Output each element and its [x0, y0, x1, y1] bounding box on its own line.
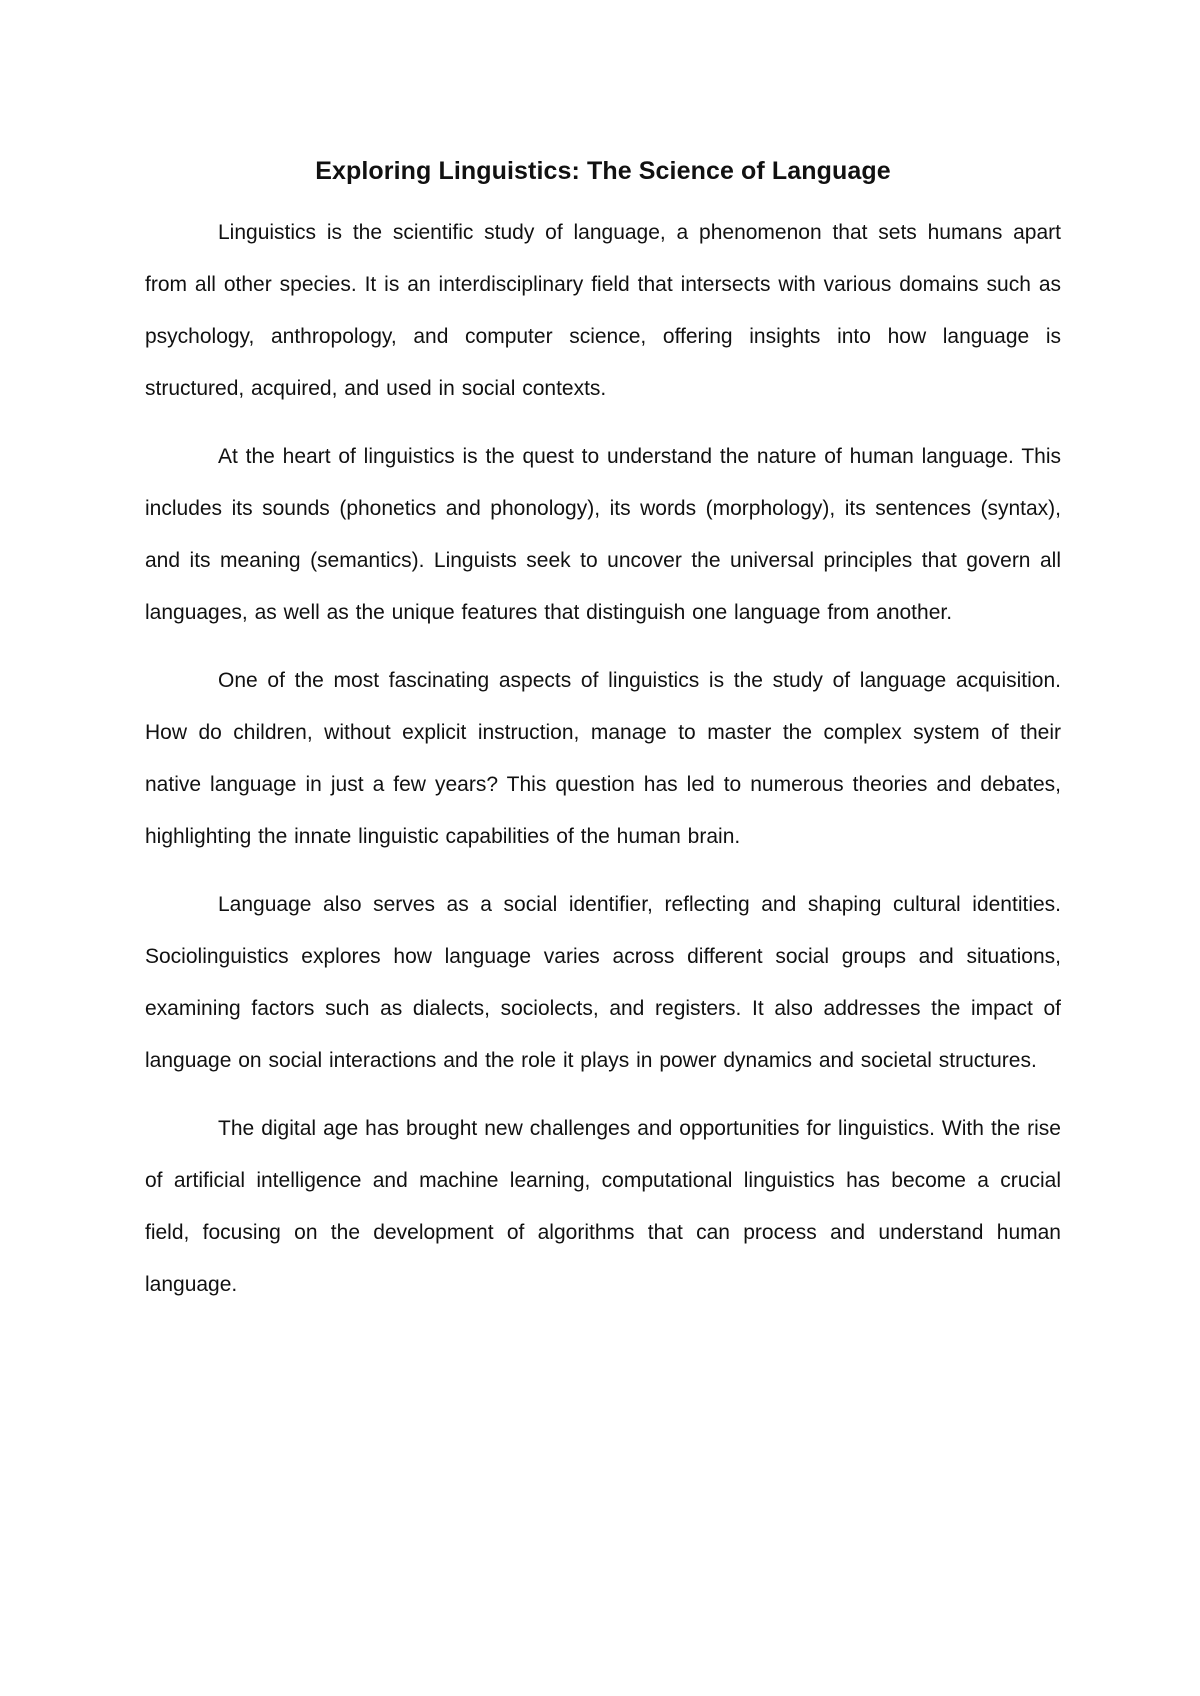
document-title: Exploring Linguistics: The Science of Language: [315, 157, 891, 185]
paragraph-language-acquisition: One of the most fascinating aspects of linguistics is the study of language acquisition. How do children, without explicit instruction, manage to master the complex system of their native language in just a few years? This question has led to numerous theories and debates, highlighting the innate linguistic capabilities of the human brain.: [145, 668, 1061, 848]
paragraph-introduction: Linguistics is the scientific study of language, a phenomenon that sets humans apart from all other species. It is an interdisciplinary field that intersects with various domains such as psychology, anthropology, and computer science, offering insights into how language is structured, acquired, and used in social contexts.: [145, 220, 1061, 400]
document-content: [145, 155, 1061, 1327]
paragraph-nature-of-language: At the heart of linguistics is the quest to understand the nature of human language. This includes its sounds (phonetics and phonology), its words (morphology), its sentences (syntax), and its meaning (semantics). Linguists seek to uncover the universal principles that govern all languages, as well as the unique features that distinguish one language from another.: [145, 444, 1061, 624]
paragraph-computational-linguistics: The digital age has brought new challenges and opportunities for linguistics. With the rise of artificial intelligence and machine learning, computational linguistics has become a crucial field, focusing on the development of algorithms that can process and understand human language.: [145, 1116, 1061, 1296]
paragraph-sociolinguistics: Language also serves as a social identifier, reflecting and shaping cultural identities. Sociolinguistics explores how language varies across different social groups and situations, examining factors such as dialects, sociolects, and registers. It also addresses the impact of language on social interactions and the role it plays in power dynamics and societal structures.: [145, 892, 1061, 1072]
